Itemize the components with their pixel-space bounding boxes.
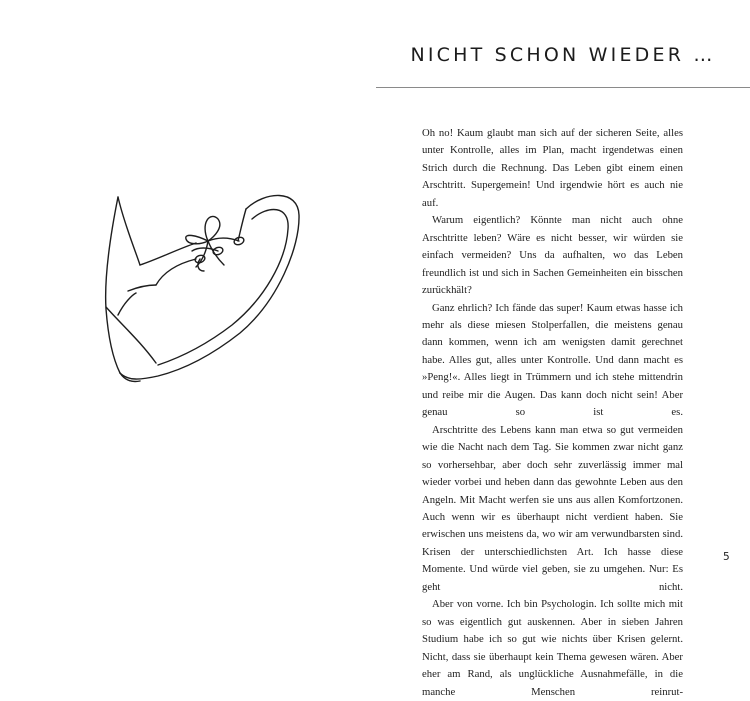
body-text <box>422 125 683 701</box>
paragraph: Aber von vorne. Ich bin Psychologin. Ich sollte mich mit so was eigentlich gut auskennen. Aber in sieben Jahren Studium habe ich so gut wie nichts über Krisen gelernt. Nicht, dass sie überhaupt kein Thema gewesen wären. Aber eher am Rand, als unglückliche Ausnahmefälle, in die manche Menschen reinrut- <box>422 598 683 698</box>
paragraph: Arschtritte des Lebens kann man etwa so gut vermeiden wie die Nacht nach dem Tag. Sie kommen zwar nicht ganz so vorhersehbar, aber doch sehr zuverlässig immer mal wieder vorbei und heben dann das gewohnte Leben aus den Angeln. Mit Macht werfen sie uns aus allen Komfortzonen. Auch wenn wir es überhaupt nicht verdient haben. Sie erwischen uns meistens da, wo wir am verwundbarsten sind. Krisen der unterschiedlichsten Art. Ich hasse diese Momente. Und würde viel geben, sie zu umgehen. Nur: Es geht nicht. <box>422 423 683 593</box>
paragraph: Warum eigentlich? Könnte man nicht auch ohne Arschtritte leben? Wäre es nicht besser, wir würden sie einfach vermeiden? Uns da aufhalten, wo das Leben freundlich ist und sich in Sachen Gemeinheiten ein bisschen zurückhält? <box>422 214 683 297</box>
chapter-title: NICHT SCHON WIEDER … <box>410 44 716 66</box>
title-divider <box>376 87 750 88</box>
sneaker-line-drawing-icon <box>100 175 310 390</box>
paragraph: Ganz ehrlich? Ich fände das super! Kaum etwas hasse ich mehr als diese miesen Stolperfallen, die meistens genau dann kommen, wenn ich am wenigsten damit gerechnet habe. Alles gut, alles unter Kontrolle. Und dann macht es »Peng!«. Alles liegt in Trümmern und ich stehe mittendrin und reibe mir die Augen. Das kann doch nicht sein! Aber genau so ist es. <box>422 301 683 419</box>
paragraph: Oh no! Kaum glaubt man sich auf der sicheren Seite, alles unter Kontrolle, alles im Plan, macht irgendetwas einen Strich durch die Rechnung. Das Leben gibt einem einen Arschtritt. Supergemein! Und irgendwie hört es auch nie auf. <box>422 127 683 209</box>
page-number: 5 <box>723 551 730 563</box>
